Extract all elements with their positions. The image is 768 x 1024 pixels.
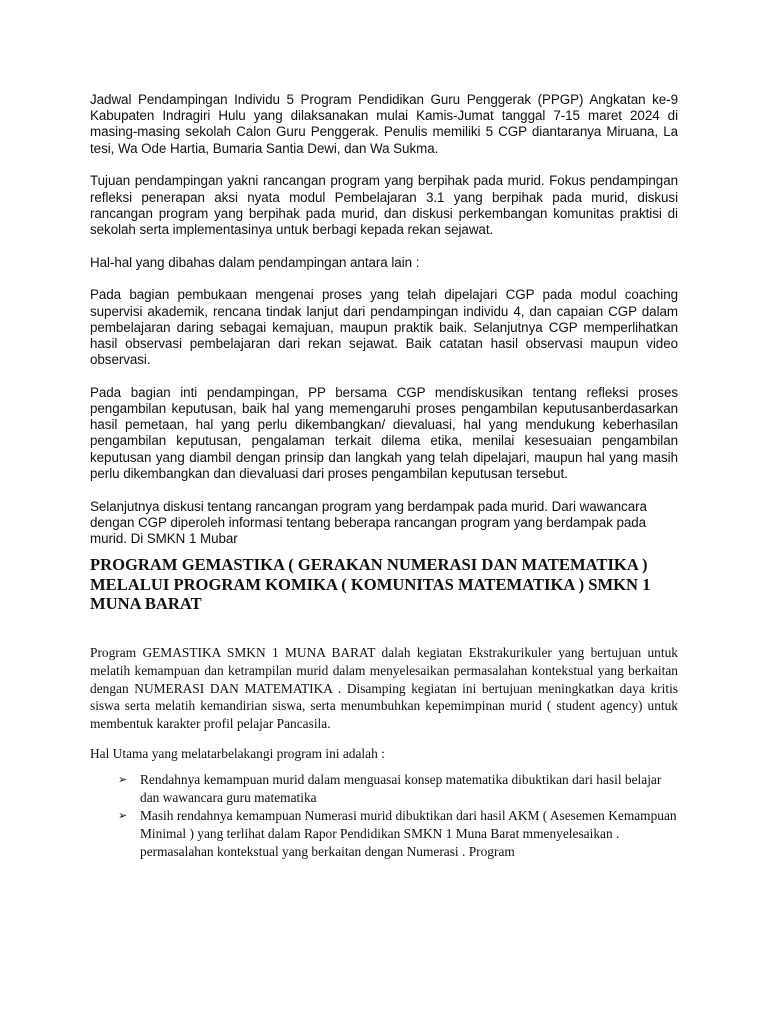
paragraph-opening: Pada bagian pembukaan mengenai proses yang telah dipelajari CGP pada modul coaching supervisi akademik, rencana tindak lanjut dari pendampingan individu 4, dan capaian CGP dalam pembelajaran daring sebagai kemajuan, maupun praktik baik. Selanjutnya CGP memperlihatkan hasil observasi pembelajaran dari rekan sejawat. Baik catatan hasil observasi maupun video observasi.: [90, 287, 678, 368]
paragraph-topics-intro: Hal-hal yang dibahas dalam pendampingan antara lain :: [90, 254, 420, 270]
paragraph-background-intro: Hal Utama yang melatarbelakangi program ini adalah :: [90, 745, 385, 761]
arrowhead-bullet-icon: ➢: [118, 772, 128, 786]
list-item: [90, 807, 678, 860]
arrowhead-bullet-icon: ➢: [118, 809, 128, 823]
intro-section: [90, 92, 678, 547]
paragraph-program-description: Program GEMASTIKA SMKN 1 MUNA BARAT dalah kegiatan Ekstrakurikuler yang bertujuan untuk melatih kemampuan dan ketrampilan murid dalam menyelesaikan permasalahan kontekstual yang berkaitan dengan NUMERASI DAN MATEMATIKA . Disamping kegiatan ini bertujuan meningkatkan daya kritis siswa serta melatih kemandirian siswa, serta menumbuhkan kepemimpinan murid ( student agency) untuk membentuk karakter profil pelajar Pancasila.: [90, 644, 678, 732]
program-section: [90, 644, 678, 861]
document-page: [90, 92, 678, 862]
list-item: [90, 771, 678, 807]
program-heading: PROGRAM GEMASTIKA ( GERAKAN NUMERASI DAN MATEMATIKA ) MELALUI PROGRAM KOMIKA ( KOMUNITAS MATEMATIKA ) SMKN 1 MUNA BARAT: [90, 555, 651, 614]
list-item-text: Masih rendahnya kemampuan Numerasi murid dibuktikan dari hasil AKM ( Asesemen Kemampuan Minimal ) yang terlihat dalam Rapor Pendidikan SMKN 1 Muna Barat mmenyelesaikan . permasalahan kontekstual yang berkaitan dengan Numerasi . Program: [140, 808, 677, 859]
paragraph-core: Pada bagian inti pendampingan, PP bersama CGP mendiskusikan tentang refleksi proses pengambilan keputusan, baik hal yang memengaruhi proses pengambilan keputusanberdasarkan hasil pemetaan, hal yang perlu dikembangkan/ dievaluasi, hal yang mendukung keberhasilan pengambilan keputusan, pengalaman terkait dilema etika, menilai kesesuaian pengambilan keputusan yang diambil dengan prinsip dan langkah yang telah dipelajari, maupun hal yang masih perlu dikembangkan dan dievaluasi dari proses pengambilan keputusan tersebut.: [90, 384, 678, 481]
paragraph-goal: Tujuan pendampingan yakni rancangan program yang berpihak pada murid. Fokus pendampingan refleksi penerapan aksi nyata modul Pembelajaran 3.1 yang berpihak pada murid, diskusi rancangan program yang berpihak pada murid, dan diskusi perkembangan komunitas praktisi di sekolah serta implementasinya untuk berbagi kepada rekan sejawat.: [90, 173, 678, 237]
background-list: [90, 771, 678, 861]
list-item-text: Rendahnya kemampuan murid dalam menguasai konsep matematika dibuktikan dari hasil belajar dan wawancara guru matematika: [140, 771, 662, 805]
paragraph-program-discussion: Selanjutnya diskusi tentang rancangan program yang berdampak pada murid. Dari wawancara dengan CGP diperoleh informasi tentang beberapa rancangan program yang berdampak pada murid. Di SMKN 1 Mubar: [90, 498, 647, 546]
paragraph-schedule: Jadwal Pendampingan Individu 5 Program Pendidikan Guru Penggerak (PPGP) Angkatan ke-9 Kabupaten Indragiri Hulu yang dilaksanakan mulai Kamis-Jumat tanggal 7-15 maret 2024 di masing-masing sekolah Calon Guru Penggerak. Penulis memiliki 5 CGP diantaranya Miruana, La tesi, Wa Ode Hartia, Bumaria Santia Dewi, dan Wa Sukma.: [90, 92, 678, 156]
